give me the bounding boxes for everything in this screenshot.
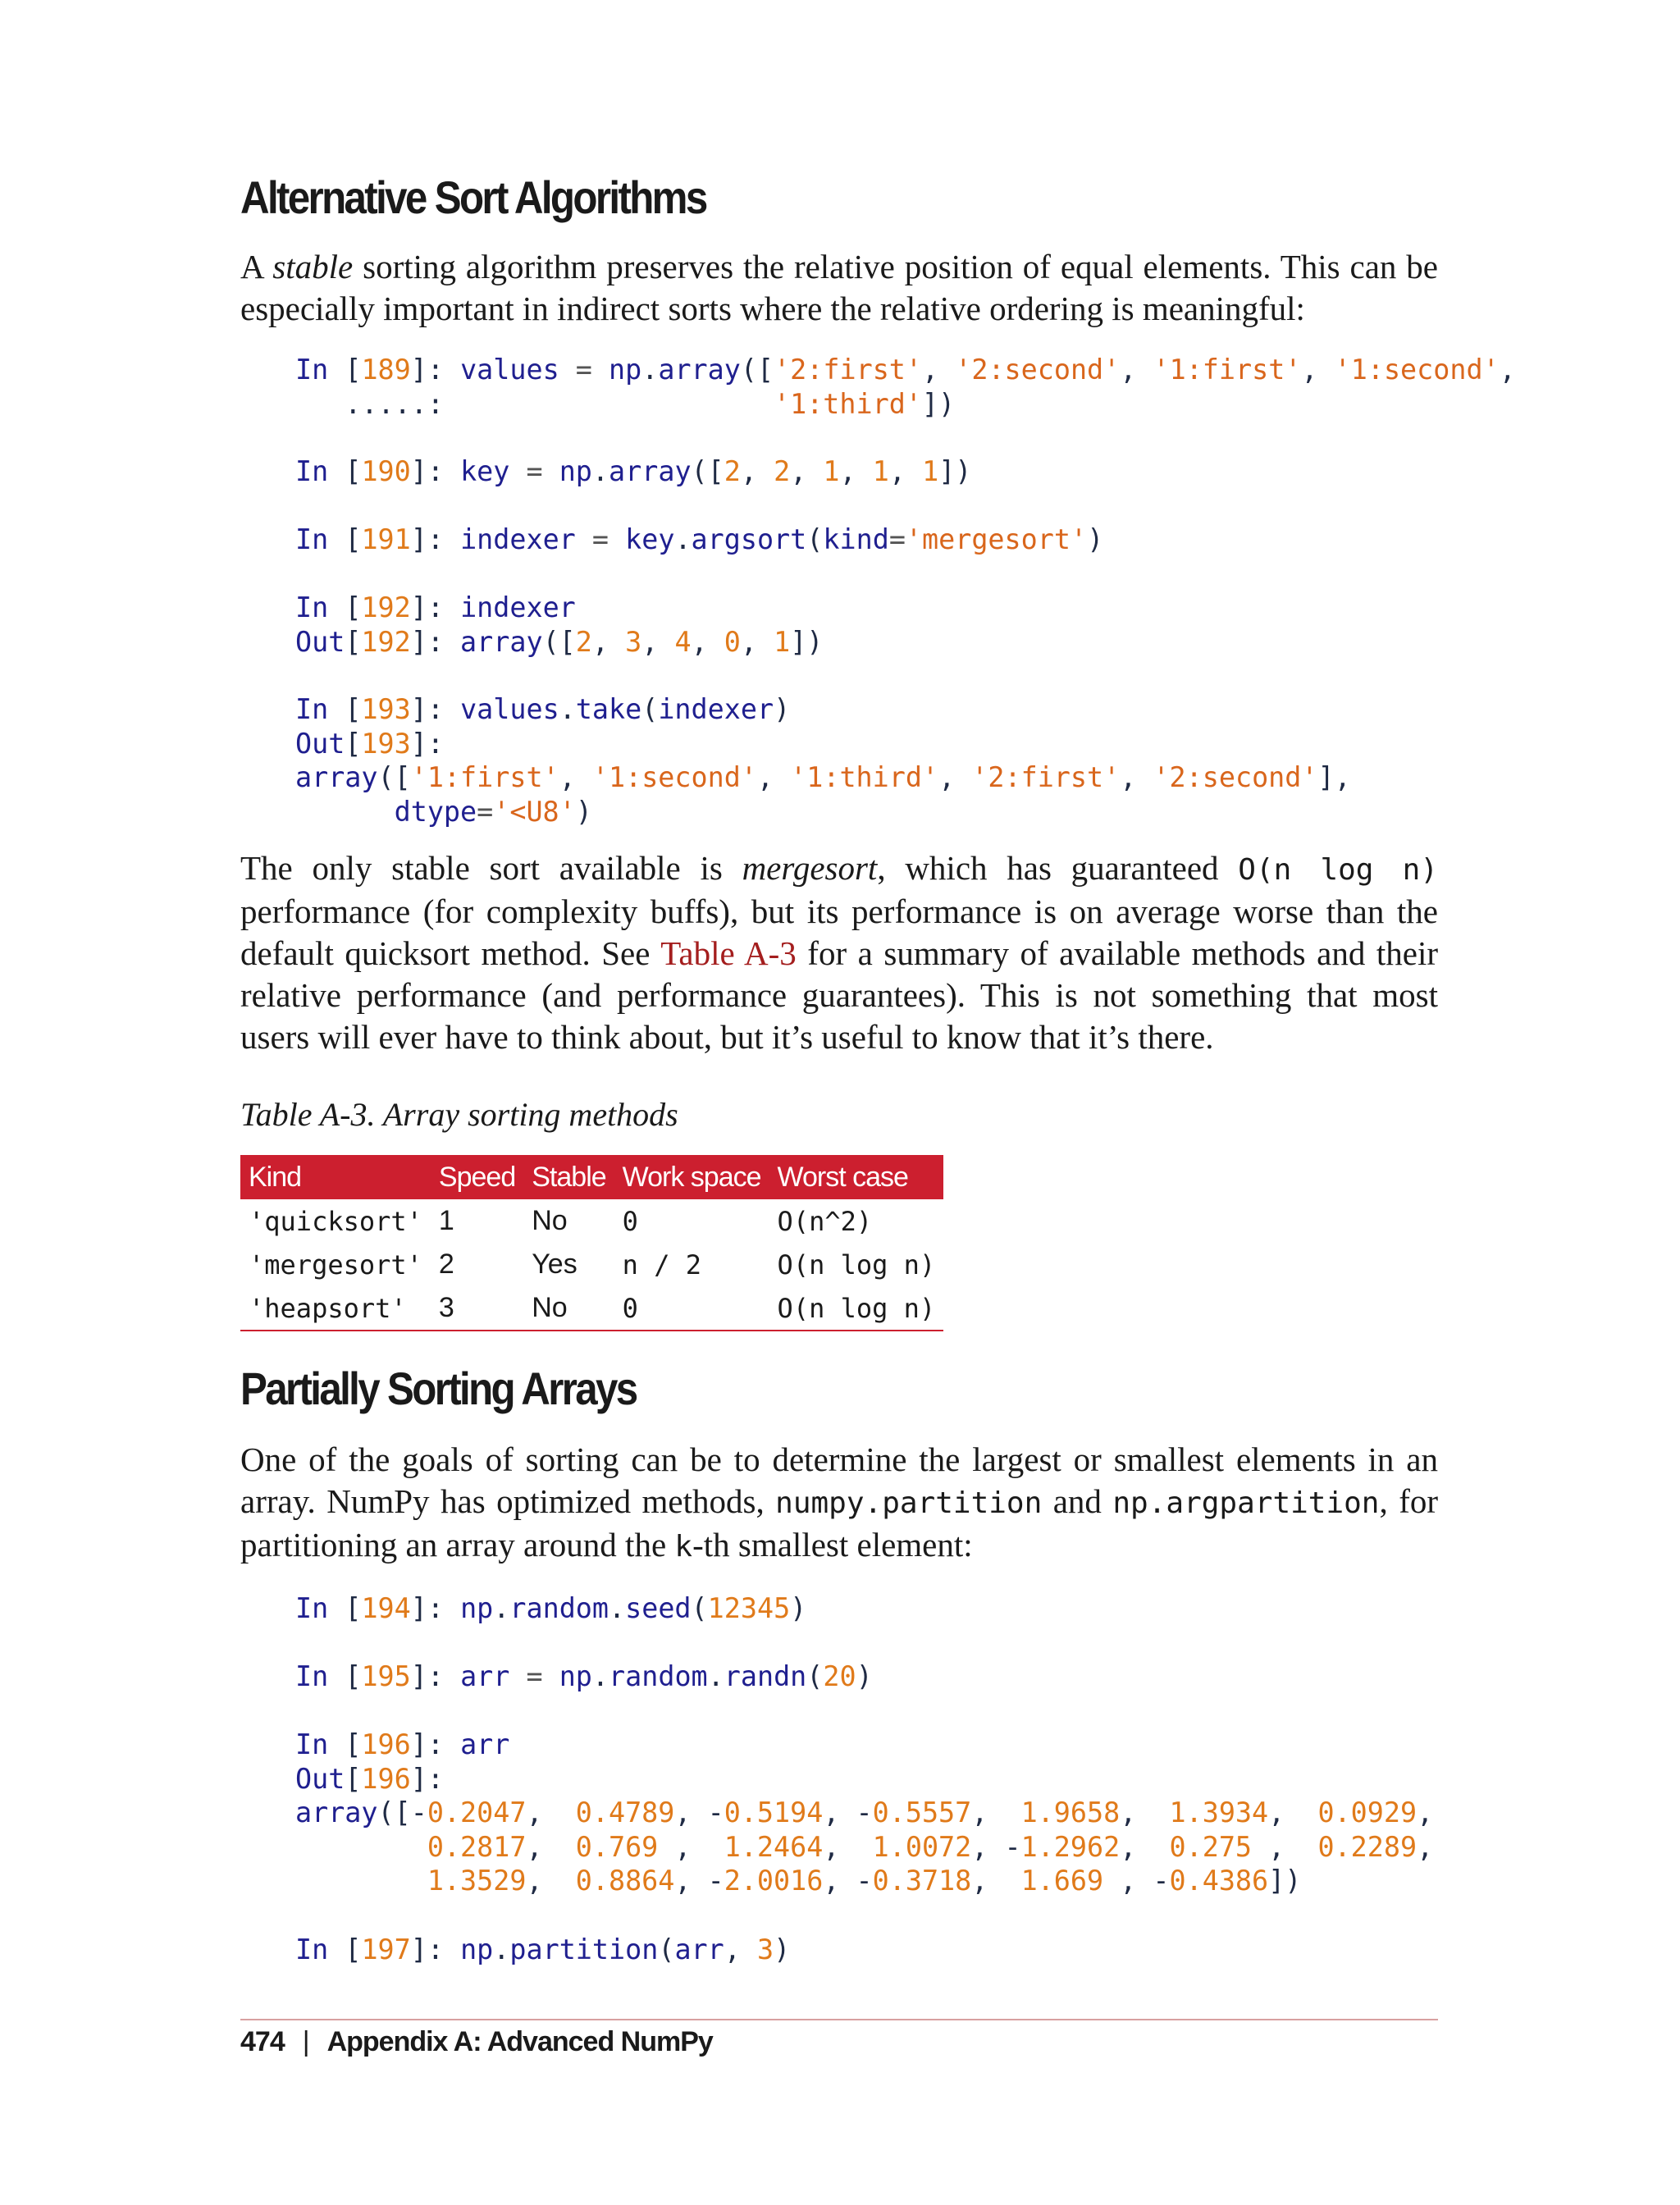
cell-speed: 3 (431, 1286, 523, 1331)
cell-stable: No (523, 1286, 614, 1331)
code-cell-192: In [192]: indexer Out[192]: array([2, 3, 4, 0, 1]) (295, 591, 824, 658)
paragraph-mergesort (240, 847, 1438, 1058)
header-worst-case: Worst case (769, 1155, 944, 1199)
para1-text-a: A (240, 248, 273, 285)
table-row (240, 1243, 943, 1286)
para3-inline-code-partition: numpy.partition (775, 1486, 1043, 1520)
para2-text-d: for a summary of available methods and their relative performance (and performance guarantees). This is not something that most users will ever have to think about, but it’s useful to know that it’s there. (240, 934, 1439, 1056)
section-title-partial-sort: Partially Sorting Arrays (240, 1363, 637, 1414)
para3-inline-code-k: k (674, 1530, 693, 1564)
para1-text-b: sorting algorithm preserves the relative position of equal elements. This can be especially important in indirect sorts where the relative ordering is meaningful: (240, 248, 1438, 327)
cell-work-space: n / 2 (622, 1249, 701, 1281)
cell-worst-case: O(n log n) (777, 1249, 936, 1281)
table-a3-link[interactable]: Table A-3 (660, 934, 797, 972)
para1-emphasis: stable (272, 248, 354, 285)
cell-kind: 'quicksort' (249, 1205, 422, 1237)
para3-inline-code-argpartition: np.argpartition (1112, 1486, 1380, 1520)
header-stable: Stable (523, 1155, 614, 1199)
header-work-space: Work space (614, 1155, 769, 1199)
footer-divider (240, 2019, 1438, 2020)
paragraph-partition-intro (240, 1439, 1438, 1568)
para3-text-b: and (1042, 1482, 1113, 1520)
code-cell-190: In [190]: key = np.array([2, 2, 1, 1, 1]) (295, 455, 972, 487)
chapter-title: Appendix A: Advanced NumPy (326, 2026, 713, 2057)
para3-text-d: -th smallest element: (692, 1526, 973, 1564)
page-number: 474 (240, 2026, 285, 2057)
table-caption: Table A-3. Array sorting methods (240, 1096, 678, 1133)
cell-kind: 'heapsort' (240, 1286, 431, 1331)
cell-worst-case: O(n^2) (777, 1205, 873, 1237)
code-cell-195: In [195]: arr = np.random.randn(20) (295, 1660, 873, 1692)
para3-text-a: One of the goals of sorting can be to determine the largest or smallest elements in an array. NumPy has optimized methods, (240, 1440, 1438, 1520)
cell-speed: 2 (438, 1249, 454, 1280)
cell-speed: 1 (438, 1205, 454, 1236)
cell-stable: No (532, 1205, 568, 1236)
paragraph-stable-intro (240, 246, 1438, 330)
para2-text-a: The only stable sort available is (240, 849, 742, 887)
cell-worst-case: O(n log n) (769, 1286, 944, 1331)
table-row (240, 1286, 943, 1331)
sorting-methods-table (240, 1155, 943, 1331)
table-header-row (240, 1155, 943, 1199)
code-cell-194: In [194]: np.random.seed(12345) (295, 1592, 807, 1624)
para2-emphasis: mergesort (742, 849, 878, 887)
code-cell-191: In [191]: indexer = key.argsort(kind='mergesort') (295, 523, 1104, 555)
section-title-alternative-sort: Alternative Sort Algorithms (240, 171, 706, 223)
footer-separator: | (302, 2026, 309, 2057)
page-footer (240, 2026, 713, 2058)
para3-text-c: , for partitioning an array around the (240, 1482, 1438, 1564)
code-cell-189: In [189]: values = np.array(['2:first', '2:second', '1:first', '1:second', .....: '1:third']) (295, 354, 1516, 420)
para2-text-c: performance (for complexity buffs), but its performance is on average worse than the default quicksort method. See (240, 892, 1438, 972)
cell-kind: 'mergesort' (249, 1249, 422, 1281)
header-kind: Kind (240, 1155, 431, 1199)
header-speed: Speed (431, 1155, 523, 1199)
cell-work-space: 0 (622, 1205, 638, 1237)
para2-inline-code: O(n log n) (1238, 853, 1439, 887)
table-row (240, 1199, 943, 1243)
cell-work-space: 0 (614, 1286, 769, 1331)
cell-stable: Yes (532, 1249, 578, 1280)
para2-text-b: , which has guaranteed (877, 849, 1239, 887)
code-cell-197: In [197]: np.partition(arr, 3) (295, 1933, 791, 1965)
code-cell-196: In [196]: arr Out[196]: array([-0.2047, 0.4789, -0.5194, -0.5557, 1.9658, 1.3934, 0.0929, 0.2817, 0.769 , 1.2464, 1.0072, -1.2962, 0.275 , 0.2289, 1.3529, 0.8864, -2.0016, -0.3718, 1.669 , -0.4386]) (295, 1728, 1434, 1897)
code-cell-193: In [193]: values.take(indexer) Out[193]: array(['1:first', '1:second', '1:third', '2:first', '2:second'], dtype='<U8') (295, 693, 1351, 828)
